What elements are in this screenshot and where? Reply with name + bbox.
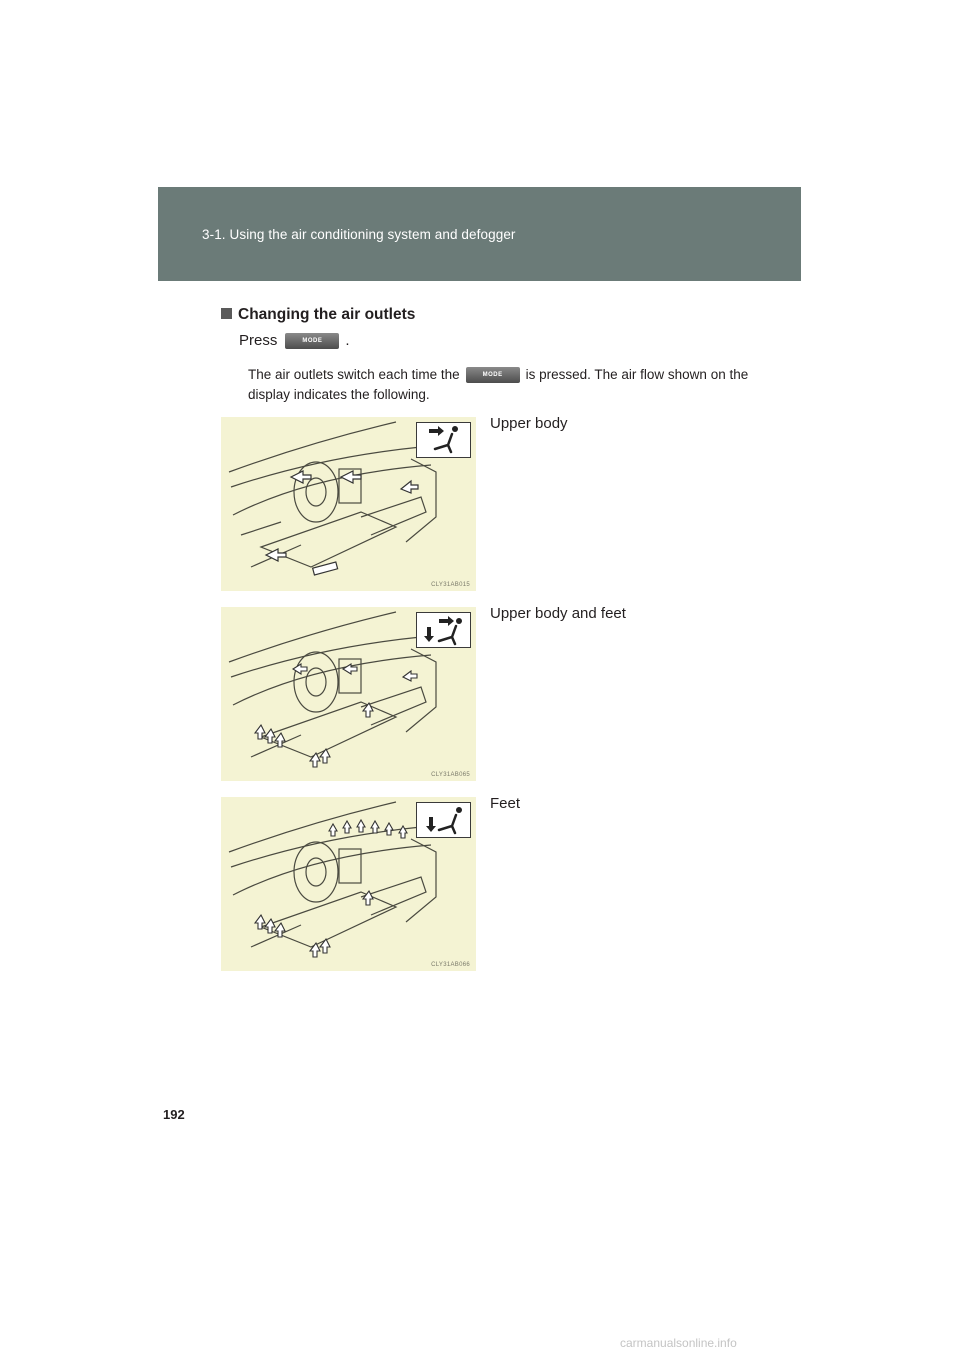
mode-button-icon: MODE [285,333,339,349]
instruction-line [239,332,350,349]
square-bullet-icon [221,308,232,319]
page-number: 192 [163,1107,185,1122]
description-after: is pressed. The air flow shown on the display indicates the following. [248,367,749,402]
section-title-text: Changing the air outlets [238,306,416,323]
upper-body-label: Upper body [490,415,568,432]
upper-body-and-feet-mode-icon [416,612,471,648]
mode-button-icon: MODE [466,367,520,383]
watermark: carmanualsonline.info [620,1336,737,1350]
chapter-title: 3-1. Using the air conditioning system and defogger [202,227,516,242]
upper-body-and-feet-illustration [221,607,476,781]
upper-body-and-feet-label: Upper body and feet [490,605,626,622]
description-text [248,365,768,405]
chapter-header [158,187,801,281]
press-end: . [345,332,350,349]
figure-code: CLY31AB065 [431,772,470,778]
figure-code: CLY31AB015 [431,582,470,588]
press-label: Press [239,332,278,349]
upper-body-mode-icon [416,422,471,458]
section-heading [221,306,415,324]
feet-mode-icon [416,802,471,838]
description-before: The air outlets switch each time the [248,367,460,382]
feet-illustration [221,797,476,971]
upper-body-illustration [221,417,476,591]
figure-code: CLY31AB066 [431,962,470,968]
feet-label: Feet [490,795,521,812]
